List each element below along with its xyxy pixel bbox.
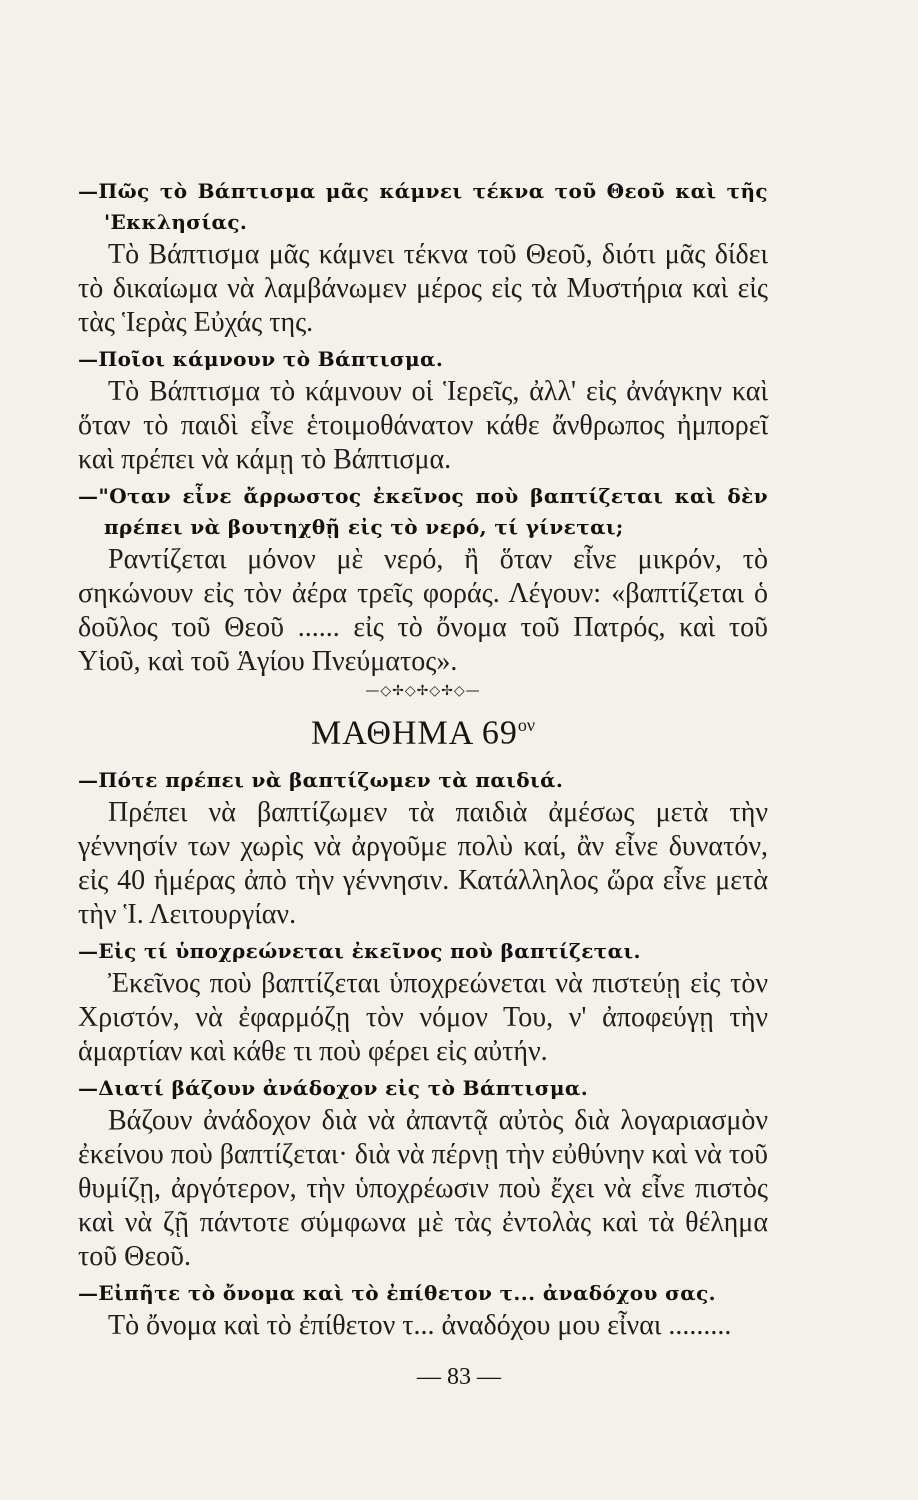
answer-4: Πρέπει νὰ βαπτίζωμεν τὰ παιδιὰ ἀμέσως μετὰ τὴν γέννησίν των χωρὶς νὰ ἀργοῦμε πολὺ καί, ἂν εἶνε δυνατόν, εἰς 40 ἡμέρας ἀπὸ τὴν γέννησιν. Κατάλληλος ὥρα εἶνε μετὰ τὴν Ἱ. Λειτουργίαν. bbox=[78, 797, 768, 931]
page-content bbox=[78, 176, 768, 1347]
answer-7: Τὸ ὄνομα καὶ τὸ ἐπίθετον τ... ἀναδόχου μου εἶναι ......... bbox=[108, 1310, 732, 1342]
question-2: —Ποῖοι κάμνουν τὸ Βάπτισμα. bbox=[78, 347, 444, 371]
lesson-heading bbox=[78, 705, 768, 753]
question-7: —Εἰπῆτε τὸ ὄνομα καὶ τὸ ἐπίθετον τ... ἀναδόχου σας. bbox=[78, 1281, 717, 1306]
ornament-divider: —◇✢◇✢◇✢◇— bbox=[365, 683, 481, 699]
answer-2: Τὸ Βάπτισμα τὸ κάμνουν οἱ Ἱερεῖς, ἀλλ' εἰς ἀνάγκην καὶ ὅταν τὸ παιδὶ εἶνε ἑτοιμοθάνατον κάθε ἄνθρωπος ἠμπορεῖ καὶ πρέπει νὰ κάμῃ τὸ Βάπτισμα. bbox=[78, 376, 768, 475]
question-6: —Διατί βάζουν ἀνάδοχον εἰς τὸ Βάπτισμα. bbox=[78, 1076, 589, 1101]
answer-1: Τὸ Βάπτισμα μᾶς κάμνει τέκνα τοῦ Θεοῦ, διότι μᾶς δίδει τὸ δικαίωμα νὰ λαμβάνωμεν μέρος εἰς τὰ Μυστήρια καὶ εἰς τὰς Ἱερὰς Εὐχάς της. bbox=[78, 239, 768, 338]
answer-5: Ἐκεῖνος ποὺ βαπτίζεται ὑποχρεώνεται νὰ πιστεύῃ εἰς τὸν Χριστόν, νὰ ἐφαρμόζῃ τὸν νόμον Του, ν' ἀποφεύγῃ τὴν ἁμαρτίαν καὶ κάθε τι ποὺ φέρει εἰς αὐτήν. bbox=[78, 968, 768, 1068]
question-3: —"Οταν εἶνε ἄρρωστος ἐκεῖνος ποὺ βαπτίζεται καὶ δὲν πρέπει νὰ βουτηχθῇ εἰς τὸ νερό, τί γίνεται; bbox=[78, 484, 768, 539]
question-4: —Πότε πρέπει νὰ βαπτίζωμεν τὰ παιδιά. bbox=[78, 768, 564, 793]
question-5: —Εἰς τί ὑποχρεώνεται ἐκεῖνος ποὺ βαπτίζεται. bbox=[78, 939, 641, 964]
answer-6: Βάζουν ἀνάδοχον διὰ νὰ ἀπαντᾷ αὐτὸς διὰ λογαριασμὸν ἐκείνου ποὺ βαπτίζεται· διὰ νὰ πέρνῃ τὴν εὐθύνην καὶ νὰ τοῦ θυμίζῃ, ἀργότερον, τὴν ὑποχρέωσιν ποὺ ἔχει νὰ εἶνε πιστὸς καὶ νὰ ζῇ πάντοτε σύμφωνα μὲ τὰς ἐντολὰς καὶ τὰ θέλημα τοῦ Θεοῦ. bbox=[78, 1105, 768, 1273]
lesson-title: ΜΑΘΗΜΑ 69 bbox=[310, 714, 518, 752]
lesson-ordinal-suffix: ον bbox=[517, 715, 536, 735]
answer-3: Ραντίζεται μόνον μὲ νερό, ἢ ὅταν εἶνε μικρόν, τὸ σηκώνουν εἰς τὸν ἀέρα τρεῖς φοράς. Λέγουν: «βαπτίζεται ὁ δοῦλος τοῦ Θεοῦ ...... εἰς τὸ ὄνομα τοῦ Πατρός, καὶ τοῦ Υἱοῦ, καὶ τοῦ Ἁγίου Πνεύματος». bbox=[78, 544, 768, 677]
page-number: — 83 — bbox=[417, 1364, 501, 1390]
question-1: —Πῶς τὸ Βάπτισμα μᾶς κάμνει τέκνα τοῦ Θεοῦ καὶ τῆς 'Εκκλησίας. bbox=[78, 179, 768, 234]
